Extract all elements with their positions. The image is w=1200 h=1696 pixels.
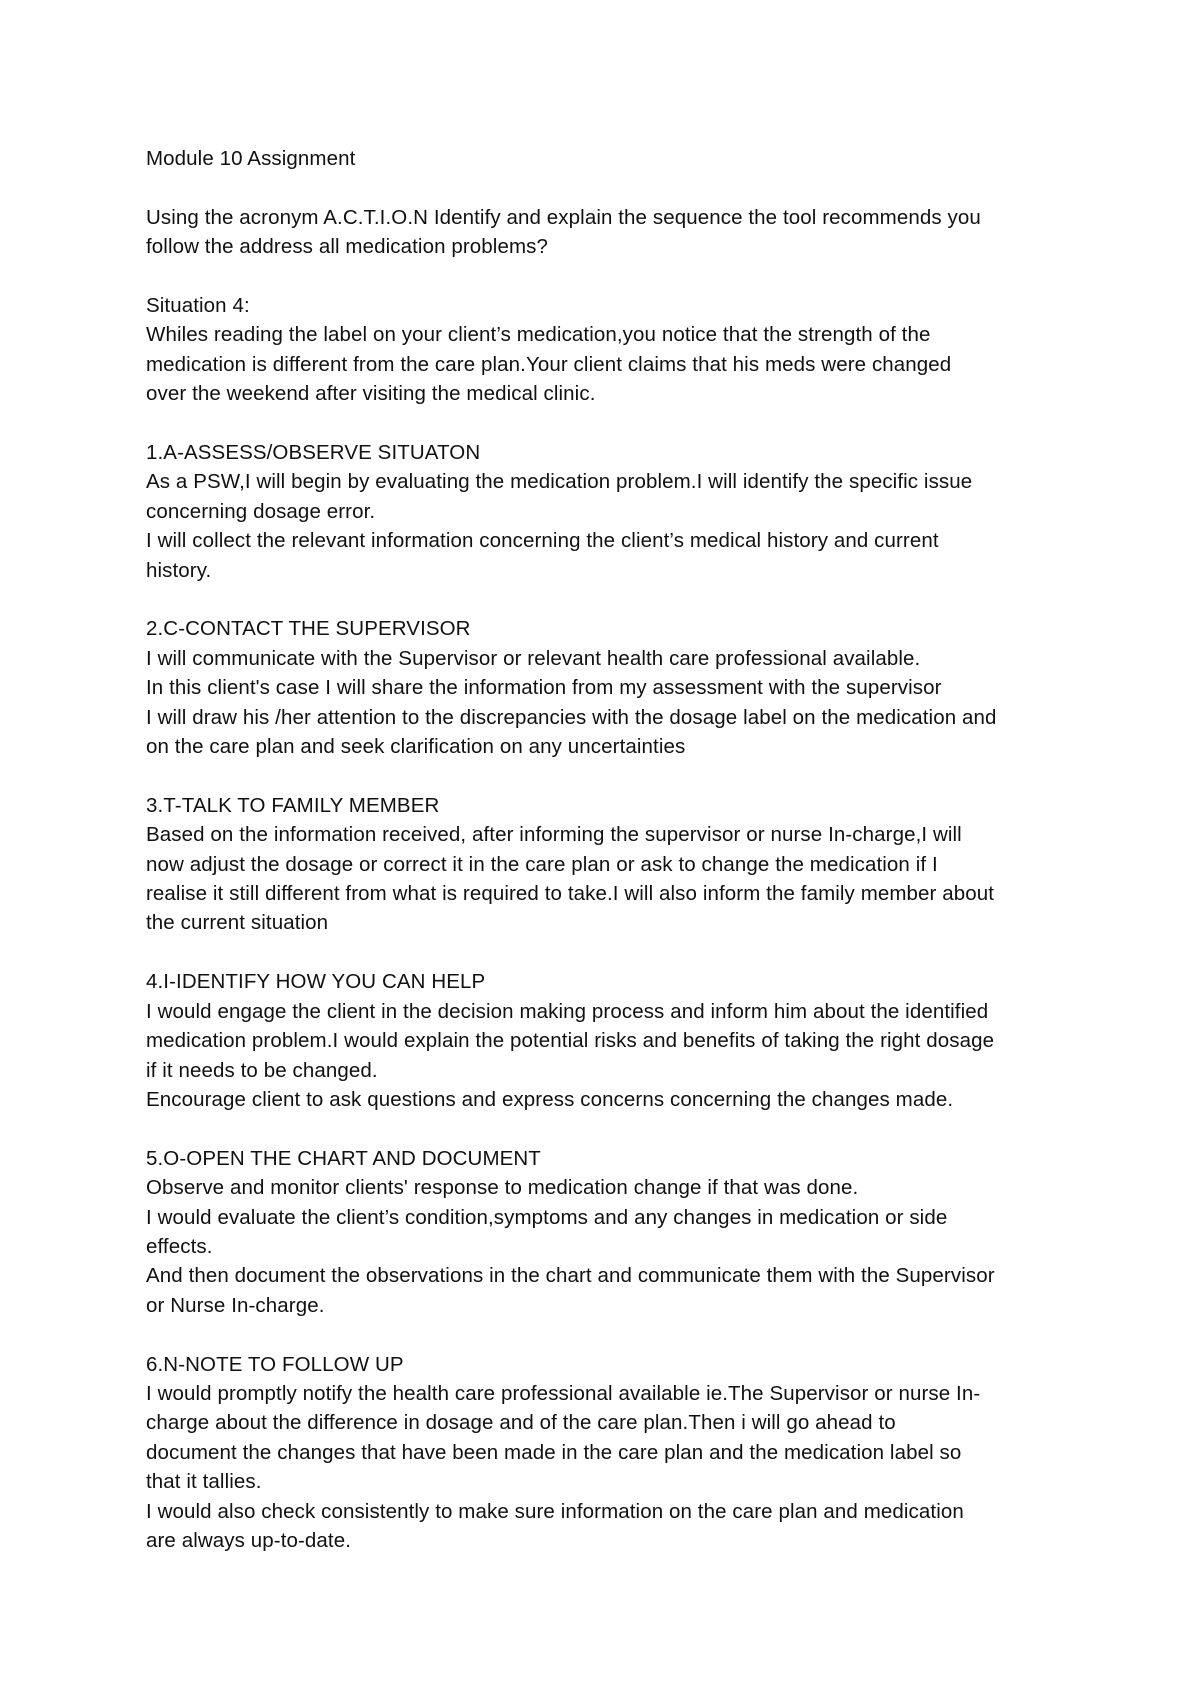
section-assess [146,438,1076,585]
section-heading: 1.A-ASSESS/OBSERVE SITUATON [146,441,481,465]
situation-line: over the weekend after visiting the medical clinic. [146,382,596,406]
section-contact [146,614,1076,761]
question-line: Using the acronym A.C.T.I.O.N Identify and explain the sequence the tool recommends you [146,205,981,229]
section-line: I will collect the relevant information concerning the client’s medical history and current [146,529,939,553]
section-line: on the care plan and seek clarification on any uncertainties [146,735,686,759]
section-line: if it needs to be changed. [146,1058,378,1082]
situation-label: Situation 4: [146,294,250,317]
section-line: And then document the observations in the chart and communicate them with the Supervisor [146,1264,995,1288]
document-body [146,144,1076,1585]
section-line: the current situation [146,911,329,935]
section-heading: 6.N-NOTE TO FOLLOW UP [146,1352,404,1376]
section-line: I will draw his /her attention to the discrepancies with the dosage label on the medication and [146,705,997,729]
section-line: now adjust the dosage or correct it in the care plan or ask to change the medication if I [146,852,938,876]
section-line: As a PSW,I will begin by evaluating the medication problem.I will identify the specific issue [146,470,973,494]
section-line: or Nurse In-charge. [146,1293,325,1317]
section-line: I would evaluate the client’s condition,symptoms and any changes in medication or side [146,1205,948,1229]
section-line: I would engage the client in the decision making process and inform him about the identified [146,999,989,1023]
section-line: charge about the difference in dosage and of the care plan.Then i will go ahead to [146,1411,896,1435]
section-line: I would promptly notify the health care professional available ie.The Supervisor or nurse In- [146,1381,981,1405]
situation-line: medication is different from the care plan.Your client claims that his meds were changed [146,352,952,376]
section-heading: 3.T-TALK TO FAMILY MEMBER [146,793,440,817]
section-line: I would also check consistently to make sure information on the care plan and medication [146,1499,964,1523]
situation-block [146,291,1076,409]
section-line: In this client's case I will share the information from my assessment with the supervisor [146,676,942,700]
section-line: history. [146,558,212,582]
section-line: medication problem.I would explain the potential risks and benefits of taking the right dosage [146,1029,995,1053]
situation-line: Whiles reading the label on your client’s medication,you notice that the strength of the [146,323,931,347]
section-heading: 5.O-OPEN THE CHART AND DOCUMENT [146,1146,541,1170]
section-line: effects. [146,1234,213,1258]
document-title: Module 10 Assignment [146,147,356,170]
section-line: I will communicate with the Supervisor or relevant health care professional available. [146,646,921,670]
section-line: that it tallies. [146,1470,262,1494]
section-open-chart [146,1144,1076,1320]
section-line: document the changes that have been made in the care plan and the medication label so [146,1440,962,1464]
section-talk [146,791,1076,938]
question-block [146,203,1076,262]
question-line: follow the address all medication problems? [146,235,548,259]
section-line: Encourage client to ask questions and express concerns concerning the changes made. [146,1087,954,1111]
document-title-block [146,144,1076,173]
section-line: concerning dosage error. [146,499,376,523]
section-line: Observe and monitor clients' response to medication change if that was done. [146,1176,859,1200]
section-line: are always up-to-date. [146,1528,352,1552]
section-note [146,1350,1076,1556]
section-identify [146,967,1076,1114]
section-heading: 4.I-IDENTIFY HOW YOU CAN HELP [146,970,486,994]
section-heading: 2.C-CONTACT THE SUPERVISOR [146,617,471,641]
section-line: Based on the information received, after informing the supervisor or nurse In-charge,I will [146,823,962,847]
section-line: realise it still different from what is required to take.I will also inform the family member about [146,882,995,906]
